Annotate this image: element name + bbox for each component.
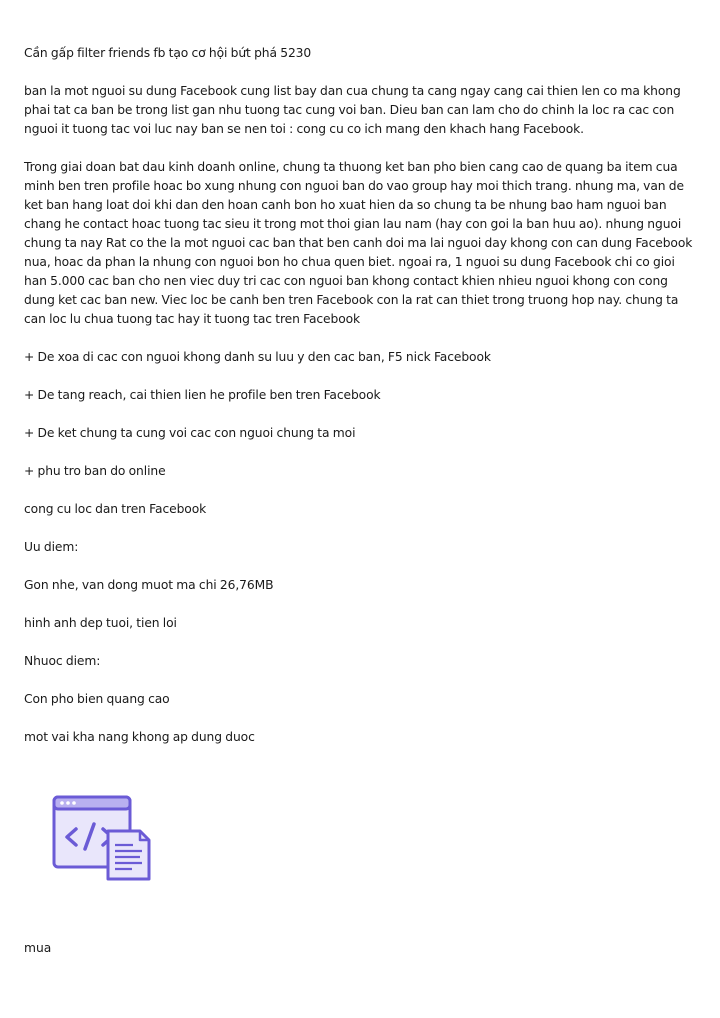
cons-item: mot vai kha nang khong ap dung duoc [24, 730, 255, 744]
intro-paragraph: ban la mot nguoi su dung Facebook cung list bay dan cua chung ta cang ngay cang cai thien len co ma khong phai tat ca ban be trong list gan nhu tuong tac cung voi ban. Dieu ban can lam cho do chinh la loc ra cac con nguoi it tuong tac voi luc nay ban se nen toi : cong cu co ich mang den khach hang Facebook. [24, 84, 681, 136]
body-paragraph: Trong giai doan bat dau kinh doanh online, chung ta thuong ket ban pho bien cang cao de quang ba item cua minh ben tren profile hoac bo xung nhung con nguoi ban do vao group hay moi thich trang. nhung ma, van de ket ban hang loat doi khi dan den hoan canh bon ho xuat hien da so chung ta be nhung bao ham nguoi ban chang he contact hoac tuong tac sieu it trong mot thoi gian lau nam (hay con goi la ban huu ao). nhung nguoi chung ta nay Rat co the la mot nguoi cac ban that ben canh doi ma lai nguoi day khong con can dung Facebook nua, hoac da phan la nhung con nguoi bon ho chua quen biet. ngoai ra, 1 nguoi su dung Facebook chi co gioi han 5.000 cac ban cho nen viec duy tri cac con nguoi ban khong contact khien nhieu nguoi khong con cong dung ket cac ban new. Viec loc be canh ben tren Facebook con la rat can thiet trong truong hop nay. chung ta can loc lu chua tuong tac hay it tuong tac tren Facebook [24, 160, 693, 326]
footer-text: mua [24, 941, 52, 955]
bullet-item: + De ket chung ta cung voi cac con nguoi chung ta moi [24, 426, 356, 440]
section-heading: cong cu loc dan tren Facebook [24, 502, 207, 516]
cons-item: Con pho bien quang cao [24, 692, 170, 706]
page-title: Cần gấp filter friends fb tạo cơ hội bứt phá 5230 [24, 46, 312, 60]
code-window-document-icon [52, 795, 152, 881]
pros-item: hinh anh dep tuoi, tien loi [24, 616, 177, 630]
bullet-item: + phu tro ban do online [24, 464, 166, 478]
pros-heading: Uu diem: [24, 540, 79, 554]
bullet-item: + De tang reach, cai thien lien he profile ben tren Facebook [24, 388, 381, 402]
pros-item: Gon nhe, van dong muot ma chi 26,76MB [24, 578, 274, 592]
cons-heading: Nhuoc diem: [24, 654, 101, 668]
document-body [24, 44, 700, 766]
bullet-item: + De xoa di cac con nguoi khong danh su luu y den cac ban, F5 nick Facebook [24, 350, 491, 364]
